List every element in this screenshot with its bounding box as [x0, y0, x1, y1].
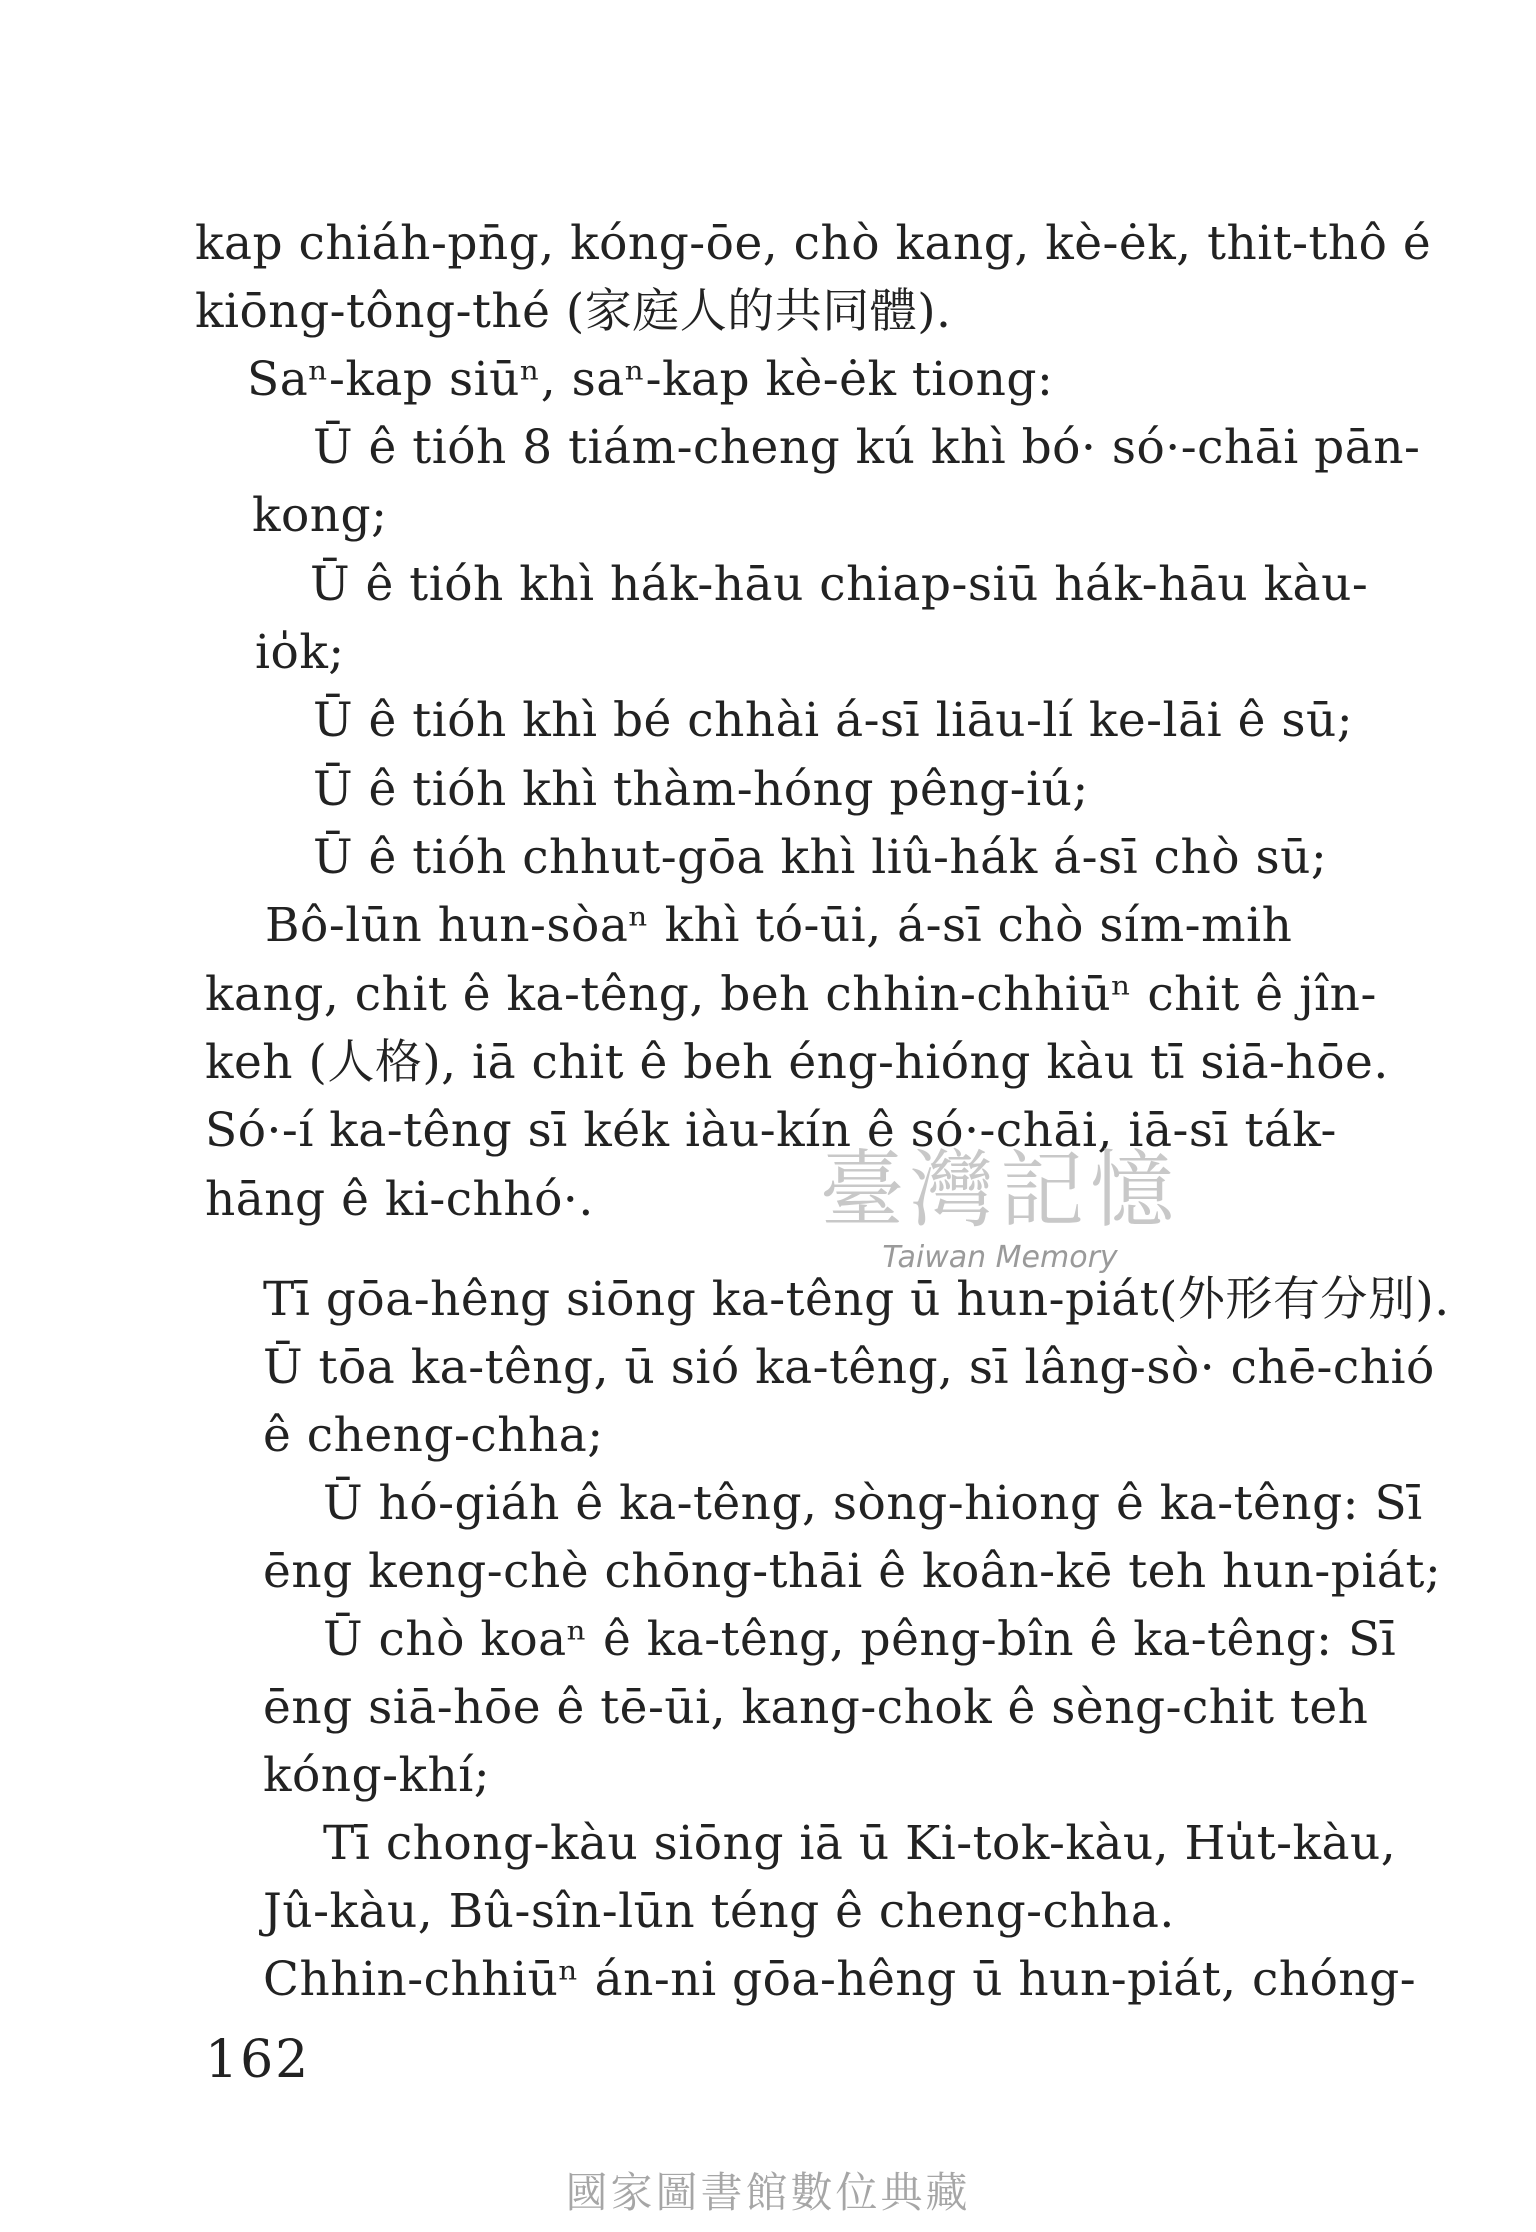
text-line: kong;: [252, 488, 388, 543]
text-line: ēng keng-chè chōng-thāi ê koân-kē teh hun-piát;: [263, 1544, 1442, 1599]
text-line: Ū ê tióh khì hák-hāu chiap-siū hák-hāu kàu-: [310, 557, 1369, 612]
text-line: ēng siā-hōe ê tē-ūi, kang-chok ê sèng-chit teh: [263, 1680, 1369, 1735]
text-line: Chhin-chhiūⁿ án-ni gōa-hêng ū hun-piát, chóng-: [263, 1952, 1417, 2007]
text-line: Ū hó-giáh ê ka-têng, sòng-hiong ê ka-têng: Sī: [323, 1476, 1423, 1531]
text-line: Ū ê tióh khì thàm-hóng pêng-iú;: [313, 762, 1089, 817]
text-line: Só·-í ka-têng sī kék iàu-kín ê só·-chāi, iā-sī ták-: [205, 1103, 1337, 1158]
text-line: Tī gōa-hêng siōng ka-têng ū hun-piát(外形有分別).: [263, 1272, 1450, 1327]
text-line: ê cheng-chha;: [263, 1408, 604, 1463]
text-line: Tī chong-kàu siōng iā ū Ki-tok-kàu, Hu̍t-kàu,: [323, 1816, 1397, 1871]
library-footer: 國家圖書館數位典藏: [565, 2168, 971, 2217]
watermark-chinese: 臺灣記憶: [819, 1141, 1180, 1239]
page-number: 162: [205, 2030, 311, 2090]
text-line: kap chiáh-pn̄g, kóng-ōe, chò kang, kè-ėk, thit-thô é: [195, 216, 1432, 271]
text-line: kang, chit ê ka-têng, beh chhin-chhiūⁿ chit ê jîn-: [205, 967, 1377, 1022]
text-line: Ū chò koaⁿ ê ka-têng, pêng-bîn ê ka-têng: Sī: [323, 1612, 1397, 1667]
text-line: hāng ê ki-chhó·.: [205, 1172, 594, 1227]
text-line: Jû-kàu, Bû-sîn-lūn téng ê cheng-chha.: [263, 1884, 1175, 1939]
text-line: keh (人格), iā chit ê beh éng-hióng kàu tī siā-hōe.: [205, 1035, 1389, 1090]
text-line: Ū tōa ka-têng, ū sió ka-têng, sī lâng-sò· chē-chió: [263, 1340, 1435, 1395]
text-line: kóng-khí;: [263, 1748, 491, 1803]
taiwan-memory-watermark: [760, 1140, 1240, 1290]
text-line: Ū ê tióh 8 tiám-cheng kú khì bó· só·-chāi pān-: [313, 420, 1421, 475]
watermark-english: Taiwan Memory: [882, 1240, 1118, 1275]
text-line: Ū ê tióh khì bé chhài á-sī liāu-lí ke-lāi ê sū;: [313, 693, 1354, 748]
text-line: Saⁿ-kap siūⁿ, saⁿ-kap kè-ėk tiong:: [247, 352, 1054, 407]
text-line: Bô-lūn hun-sòaⁿ khì tó-ūi, á-sī chò sím-mih: [265, 898, 1293, 953]
text-line: io̍k;: [255, 625, 345, 680]
text-line: kiōng-tông-thé (家庭人的共同體).: [195, 284, 952, 339]
text-line: Ū ê tióh chhut-gōa khì liû-hák á-sī chò sū;: [313, 830, 1328, 885]
